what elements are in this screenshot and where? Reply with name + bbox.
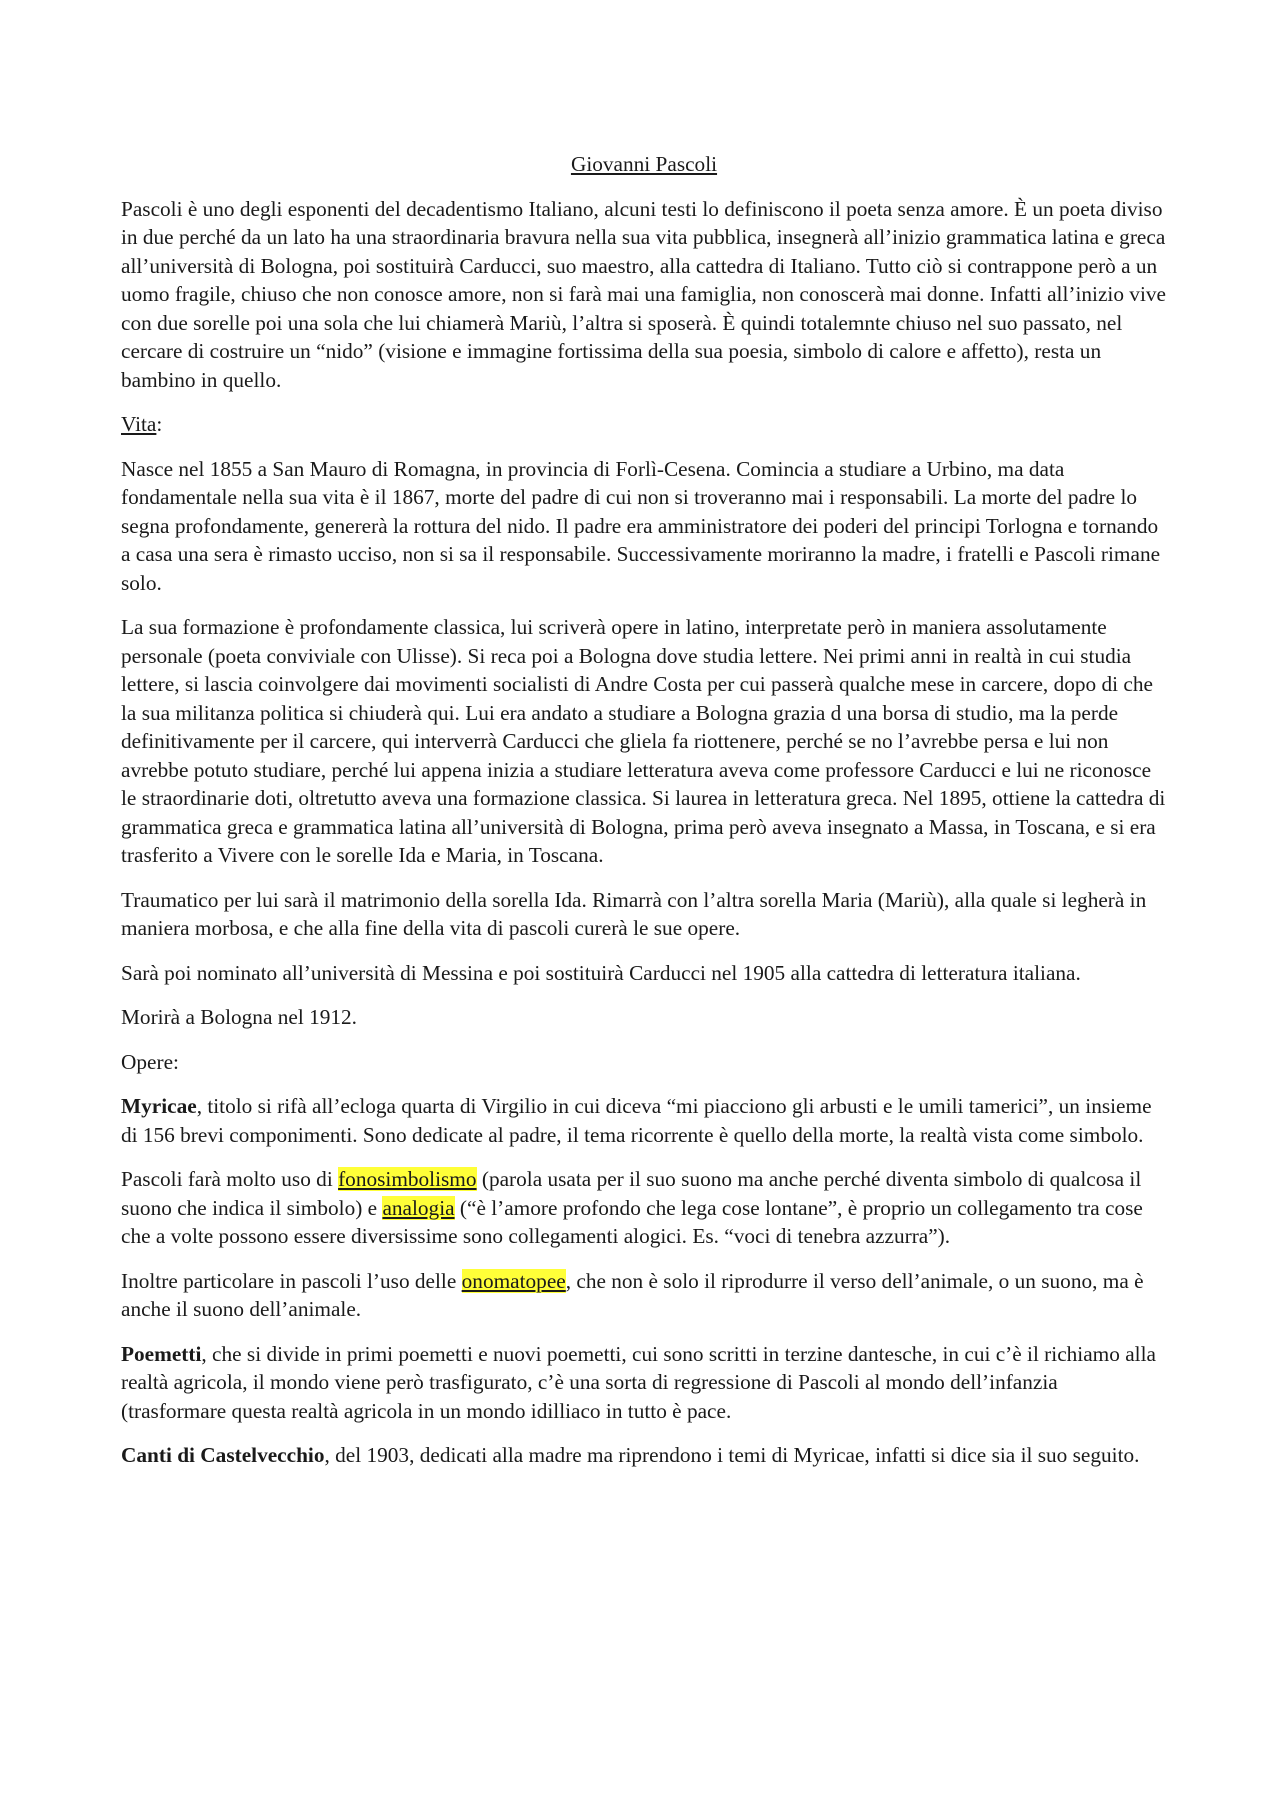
myricae-text: , titolo si rifà all’ecloga quarta di Virgilio in cui diceva “mi piacciono gli arbusti e le umili tamerici”, un insieme di 156 brevi componimenti. Sono dedicate al padre, il tema ricorrente è quello della morte, la realtà vista come simbolo. [121, 1094, 1152, 1147]
myricae-paragraph [121, 1092, 1167, 1149]
poemetti-text: , che si divide in primi poemetti e nuovi poemetti, cui sono scritti in terzine dantesche, in cui c’è il richiamo alla realtà agricola, il mondo viene però trasfigurato, c’è una sorta di regressione di Pascoli al mondo dell’infanzia (trasformare questa realtà agricola in un mondo idilliaco in tutto è pace. [121, 1341, 1156, 1423]
canti-title: Canti di Castelvecchio [121, 1443, 325, 1467]
myricae-title: Myricae [121, 1094, 197, 1118]
document-title: Giovanni Pascoli [570, 152, 718, 176]
poemetti-title: Poemetti [121, 1341, 202, 1366]
opere-heading: Opere: [121, 1049, 179, 1074]
highlight-analogia: analogia [382, 1195, 455, 1220]
poemetti-paragraph [121, 1340, 1167, 1426]
vita-paragraph-sister: Traumatico per lui sarà il matrimonio della sorella Ida. Rimarrà con l’altra sorella Maria (Mariù), alla quale si legherà in maniera morbosa, e che alla fine della vita di pascoli curerà le sue opere. [121, 887, 1147, 940]
vita-paragraph-education: La sua formazione è profondamente classica, lui scriverà opere in latino, interpretate però in maniera assolutamente personale (poeta conviviale con Ulisse). Si reca poi a Bologna dove studia lettere. Nei primi anni in realtà in cui studia lettere, si lascia coinvolgere dai movimenti socialisti di Andre Costa per cui passerà qualche mese in carcere, dopo di che la sua militanza politica si chiuderà qui. Lui era andato a studiare a Bologna grazia d una borsa di studio, ma la perde definitivamente per il carcere, qui interverrà Carducci che gliela fa riottenere, perché se no l’avrebbe persa e lui non avrebbe potuto studiare, perché lui appena inizia a studiare letteratura aveva come professore Carducci e lui ne riconosce le straordinarie doti, oltretutto aveva una formazione classica. Si laurea in letteratura greca. Nel 1895, ottiene la cattedra di grammatica greca e grammatica latina all’università di Bologna, prima però aveva insegnato a Massa, in Toscana, e si era trasferito a Vivere con le sorelle Ida e Maria, in Toscana. [121, 615, 1166, 867]
vita-paragraph-messina: Sarà poi nominato all’università di Messina e poi sostituirà Carducci nel 1905 alla cattedra di letteratura italiana. [121, 960, 1081, 985]
fonosimbolismo-paragraph: Pascoli farà molto uso di fonosimbolismo (parola usata per il suo suono ma anche perché diventa simbolo di qualcosa il suono che indica il simbolo) e analogia (“è l’amore profondo che lega cose lontane”, è proprio un collegamento tra cose che a volte possono essere diversissime sono collegamenti alogici. Es. “voci di tenebra azzurra”). [121, 1167, 1143, 1248]
intro-paragraph: Pascoli è uno degli esponenti del decadentismo Italiano, alcuni testi lo definiscono il poeta senza amore. È un poeta diviso in due perché da un lato ha una straordinaria bravura nella sua vita pubblica, insegnerà all’inizio grammatica latina e greca all’università di Bologna, poi sostituirà Carducci, suo maestro, alla cattedra di Italiano. Tutto ciò si contrappone però a un uomo fragile, chiuso che non conosce amore, non si farà mai una famiglia, non conoscerà mai donne. Infatti all’inizio vive con due sorelle poi una sola che lui chiamerà Mariù, l’altra si sposerà. È quindi totalemnte chiuso nel suo passato, nel cercare di costruire un “nido” (visione e immagine fortissima della sua poesia, simbolo di calore e affetto), resta un bambino in quello. [121, 196, 1166, 392]
vita-paragraph-death: Morirà a Bologna nel 1912. [121, 1005, 357, 1029]
document-body [121, 150, 1167, 1486]
vita-heading [121, 410, 1167, 439]
vita-heading-label: Vita [121, 412, 157, 436]
vita-heading-colon: : [156, 412, 163, 436]
highlight-fonosimbolismo: fonosimbolismo [338, 1167, 477, 1191]
canti-text: , del 1903, dedicati alla madre ma riprendono i temi di Myricae, infatti si dice sia il suo seguito. [324, 1443, 1140, 1467]
highlight-onomatopee: onomatopee [461, 1268, 566, 1293]
canti-paragraph [121, 1441, 1167, 1470]
vita-paragraph-birth: Nasce nel 1855 a San Mauro di Romagna, in provincia di Forlì-Cesena. Comincia a studiare a Urbino, ma data fondamentale nella sua vita è il 1867, morte del padre di cui non si troveranno mai i responsabili. La morte del padre lo segna profondamente, genererà la rottura del nido. Il padre era amministratore dei poderi del principi Torlogna e tornando a casa una sera è rimasto ucciso, non si sa il responsabile. Successivamente moriranno la madre, i fratelli e Pascoli rimane solo. [121, 456, 1161, 595]
onomatopee-paragraph: Inoltre particolare in pascoli l’uso delle onomatopee, che non è solo il riprodurre il verso dell’animale, o un suono, ma è anche il suono dell’animale. [121, 1268, 1144, 1321]
